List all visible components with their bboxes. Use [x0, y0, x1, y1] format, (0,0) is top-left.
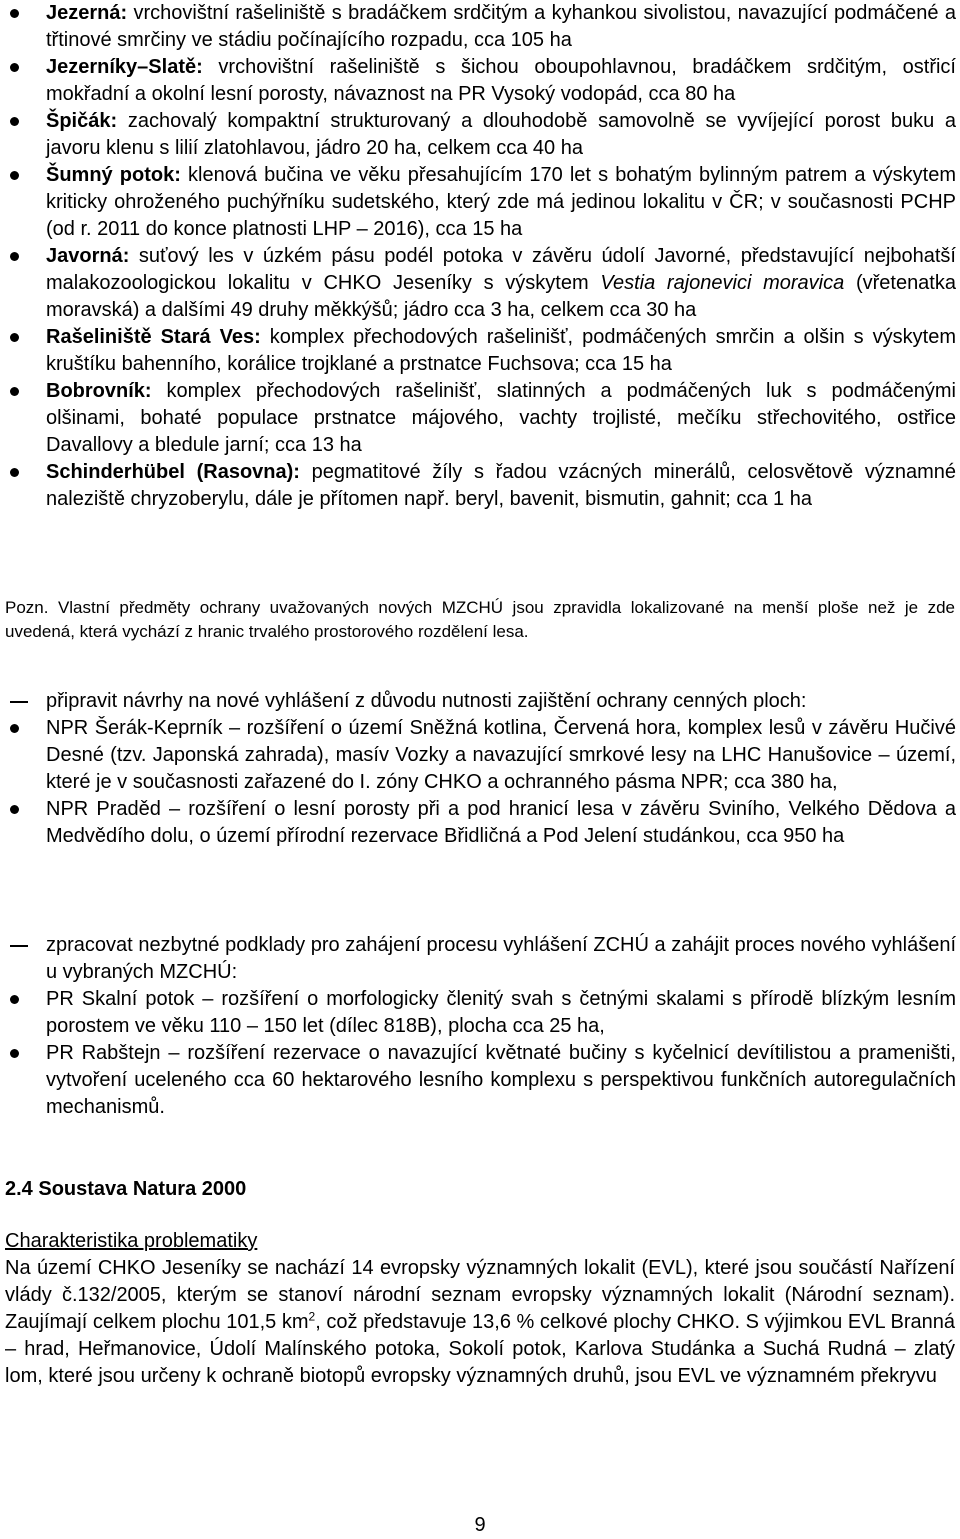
paragraph-text: Na území CHKO Jeseníky se nachází 14 evropsky významných lokalit (EVL), které jsou součástí Nařízení vlády č.132/2005, kterým se stanoví národní seznam evropsky významných lokalit (Národní seznam). Zaujímají celkem plochu 101,5 km — [5, 1257, 955, 1333]
item-text: NPR Šerák-Keprník – rozšíření o území Sněžná kotlina, Červená hora, komplex lesů v závěru Hučivé Desné (tzv. Japonská zahrada), masív Vozky a navazující smrkové lesy na LHC Hanušovice – území, které je v současnosti zařazené do I. zóny CHKO a ochranného pásma NPR; cca 380 ha, — [46, 717, 956, 793]
body-paragraph — [5, 1255, 955, 1390]
item-title: Šumný potok: — [46, 164, 181, 186]
site-list — [10, 0, 956, 513]
list-item — [10, 0, 956, 54]
list-item — [10, 796, 956, 850]
item-text: komplex přechodových rašelinišť, slatinných a podmáčených luk s podmáčenými olšinami, bohaté populace prstnatce májového, vachty trojlisté, mečíku střechovitého, ostřice Davallovy a bledule jarní; cca 13 ha — [46, 380, 956, 456]
item-text: PR Rabštejn – rozšíření rezervace o navazující květnaté bučiny s kyčelnicí devítilistou a prameništi, vytvoření uceleného cca 60 hektarového lesního komplexu s perspektivou funkčních autoregulačních mechanismů. — [46, 1042, 956, 1118]
list-item — [10, 986, 956, 1040]
proposal-block — [10, 688, 956, 850]
list-item — [10, 459, 956, 513]
bullet-icon — [10, 171, 19, 180]
dash-text: připravit návrhy na nové vyhlášení z důvodu nutnosti zajištění ochrany cenných ploch: — [46, 690, 807, 712]
list-item — [10, 108, 956, 162]
bullet-icon — [10, 333, 19, 342]
paragraph-text-after: , což představuje 13,6 % celkové plochy CHKO. S výjimkou EVL Branná – hrad, Heřmanovice, Údolí Malínského potoka, Sokolí potok, Karlova Studánka a Suchá Rudná – zlatý lom, které jsou určeny k ochraně biotopů evropsky významných druhů, jsou EVL ve významném překryvu — [5, 1311, 956, 1387]
superscript: 2 — [308, 1309, 316, 1324]
dash-icon — [10, 945, 28, 947]
list-item — [10, 715, 956, 796]
item-text: komplex přechodových rašelinišť, podmáčených smrčin a olšin s výskytem kruštíku bahenního, korálice trojklané a prstnatce Fuchsova; cca 15 ha — [46, 326, 956, 375]
bullet-icon — [10, 724, 19, 733]
item-text: vrchovištní rašeliniště s bradáčkem srdčitým a kyhankou sivolistou, navazující podmáčené a třtinové smrčiny ve stádiu počínajícího rozpadu, cca 105 ha — [46, 2, 956, 51]
bullet-icon — [10, 387, 19, 396]
dash-icon — [10, 701, 28, 703]
item-title: Javorná: — [46, 245, 130, 267]
item-title: Schinderhübel (Rasovna): — [46, 461, 300, 483]
item-text: PR Skalní potok – rozšíření o morfologicky členitý svah s četnými skalami s přírodě blízkým lesním porostem ve věku 110 – 150 let (dílec 818B), plocha cca 25 ha, — [46, 988, 956, 1037]
page-number: 9 — [474, 1514, 486, 1536]
dash-item — [10, 932, 956, 986]
item-text: zachovalý kompaktní strukturovaný a dlouhodobě samovolně se vyvíjející porost buku a javoru klenu s lilií zlatohlavou, jádro 20 ha, celkem cca 40 ha — [46, 110, 956, 159]
bullet-icon — [10, 1049, 19, 1058]
item-text: suťový les v úzkém pásu podél potoka v závěru údolí Javorné, představující nejbohatší malakozoologickou lokalitu v CHKO Jeseníky s výskytem — [46, 245, 956, 294]
item-text: pegmatitové žíly s řadou vzácných minerálů, celosvětově významné naleziště chryzoberylu, dále je přítomen např. beryl, bavenit, bismutin, gahnit; cca 1 ha — [46, 461, 957, 510]
section-heading: 2.4 Soustava Natura 2000 — [5, 1178, 247, 1200]
list-item — [10, 243, 956, 324]
list-item — [10, 162, 956, 243]
item-title: Rašeliniště Stará Ves: — [46, 326, 261, 348]
list-item — [10, 378, 956, 459]
subheading: Charakteristika problematiky — [5, 1230, 258, 1252]
species-name: Vestia rajonevici moravica — [600, 272, 845, 294]
list-item — [10, 1040, 956, 1121]
item-text: vrchovištní rašeliniště s šichou oboupohlavnou, bradáčkem srdčitým, ostřicí mokřadní a okolní lesní porosty, návaznost na PR Vysoký vodopád, cca 80 ha — [46, 56, 956, 105]
item-title: Jezerná: — [46, 2, 128, 24]
bullet-icon — [10, 117, 19, 126]
bullet-icon — [10, 252, 19, 261]
bullet-icon — [10, 63, 19, 72]
note-paragraph: Pozn. Vlastní předměty ochrany uvažovaných nových MZCHÚ jsou zpravidla lokalizované na menší ploše než je zde uvedená, která vychází z hranic trvalého prostorového rozdělení lesa. — [5, 598, 955, 641]
dash-text: zpracovat nezbytné podklady pro zahájení procesu vyhlášení ZCHÚ a zahájit proces nového vyhlášení u vybraných MZCHÚ: — [46, 934, 956, 983]
item-title: Jezerníky–Slatě: — [46, 56, 203, 78]
list-item — [10, 54, 956, 108]
item-title: Bobrovník: — [46, 380, 152, 402]
process-block — [10, 932, 956, 1121]
item-text: NPR Praděd – rozšíření o lesní porosty při a pod hranicí lesa v závěru Sviního, Velkého Dědova a Medvědího dolu, o území přírodní rezervace Břidličná a Pod Jelení studánkou, cca 950 ha — [46, 798, 956, 847]
dash-item — [10, 688, 956, 715]
item-title: Špičák: — [46, 110, 118, 132]
bullet-icon — [10, 995, 19, 1004]
bullet-icon — [10, 9, 19, 18]
item-text: klenová bučina ve věku přesahujícím 170 let s bohatým bylinným patrem a výskytem kriticky ohroženého puchýřníku sudetského, který zde má jedinou lokalitu v ČR; v současnosti PCHP (od r. 2011 do konce platnosti LHP – 2016), cca 15 ha — [46, 164, 956, 240]
bullet-icon — [10, 805, 19, 814]
list-item — [10, 324, 956, 378]
item-text-after: (vřetenatka moravská) a dalšími 49 druhy měkkýšů; jádro cca 3 ha, celkem cca 30 ha — [46, 272, 956, 321]
bullet-icon — [10, 468, 19, 477]
